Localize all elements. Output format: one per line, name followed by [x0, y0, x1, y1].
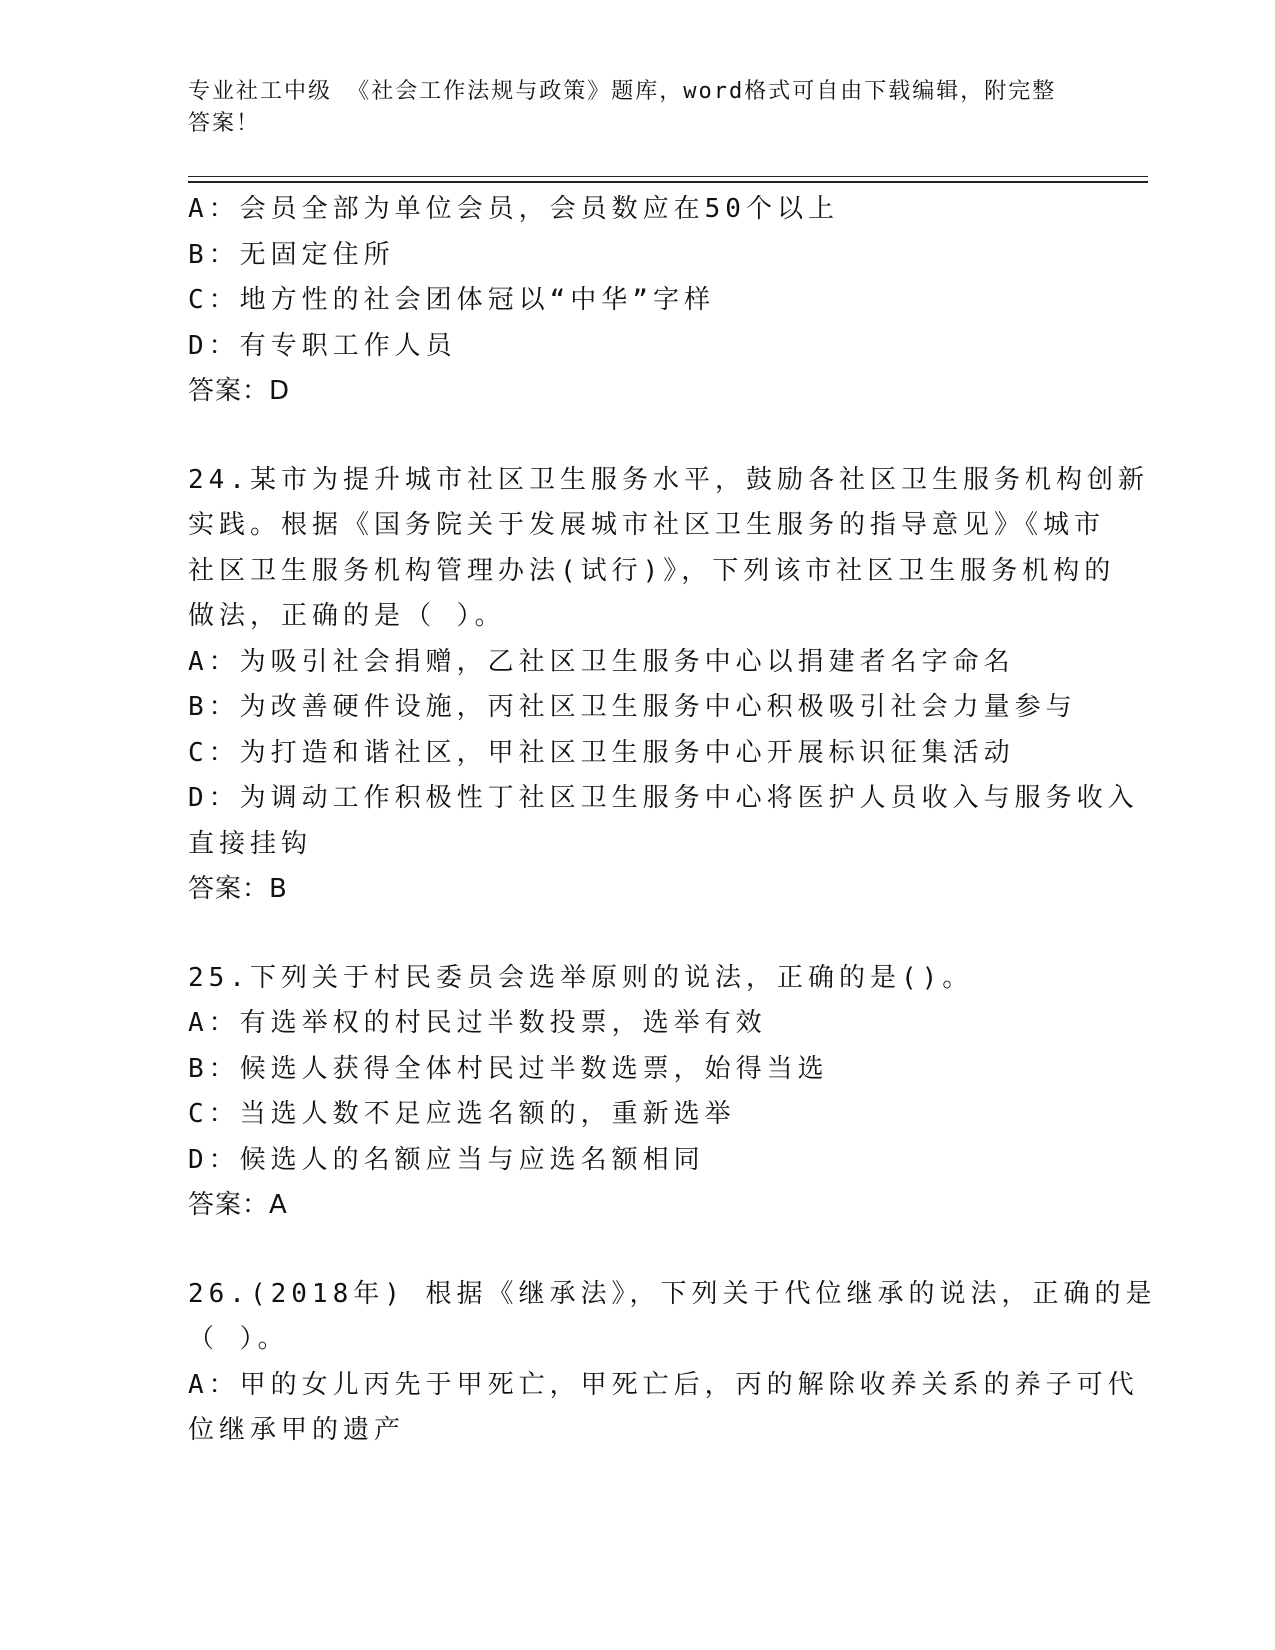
question-stem-line: 24.某市为提升城市社区卫生服务水平，鼓励各社区卫生服务机构创新 [188, 464, 1149, 495]
question-stem-line: 25.下列关于村民委员会选举原则的说法，正确的是()。 [188, 962, 974, 993]
question-spacer [188, 1229, 1088, 1272]
option-b: B：为改善硬件设施，丙社区卫生服务中心积极吸引社会力量参与 [188, 692, 1077, 722]
question-spacer [188, 415, 1088, 458]
option-d: D：有专职工作人员 [188, 330, 457, 361]
option-a: A：会员全部为单位会员，会员数应在50个以上 [188, 194, 839, 224]
option-c: C：地方性的社会团体冠以“中华”字样 [188, 285, 715, 315]
question-spacer [188, 913, 1088, 956]
question-stem-line: （ ）。 [188, 1324, 289, 1354]
option-b: B：候选人获得全体村民过半数选票，始得当选 [188, 1053, 829, 1084]
answer-line: 答案：D [188, 376, 291, 406]
question-list [188, 187, 1157, 1454]
header-title-line-2: 答案！ [188, 111, 261, 136]
option-c: C：当选人数不足应选名额的，重新选举 [188, 1099, 736, 1129]
option-d-continued: 直接挂钩 [188, 828, 313, 859]
answer-line: 答案：B [188, 874, 288, 904]
header-title-line-1: 专业社工中级 《社会工作法规与政策》题库，word格式可自由下载编辑，附完整 [188, 79, 1057, 104]
answer-line: 答案：A [188, 1190, 288, 1220]
option-a: A：甲的女儿丙先于甲死亡，甲死亡后，丙的解除收养关系的养子可代 [188, 1369, 1139, 1400]
option-d: D：为调动工作积极性丁社区卫生服务中心将医护人员收入与服务收入 [188, 783, 1139, 813]
header-divider-thin [188, 176, 1148, 177]
question-26 [188, 1272, 1157, 1454]
question-stem-line: 26.(2018年) 根据《继承法》，下列关于代位继承的说法，正确的是 [188, 1278, 1157, 1309]
header-divider-thick [188, 181, 1148, 183]
question-24 [188, 458, 1149, 913]
question-stem-line: 社区卫生服务机构管理办法(试行)》，下列该市社区卫生服务机构的 [188, 555, 1116, 586]
option-a: A：有选举权的村民过半数投票，选举有效 [188, 1008, 767, 1038]
option-a-continued: 位继承甲的遗产 [188, 1415, 406, 1445]
document-header [188, 76, 1088, 140]
option-d: D：候选人的名额应当与应选名额相同 [188, 1144, 705, 1175]
question-23 [188, 187, 1088, 415]
question-stem-line: 做法，正确的是（ ）。 [188, 601, 506, 631]
question-25 [188, 956, 1088, 1229]
option-b: B：无固定住所 [188, 239, 395, 270]
question-stem-line: 实践。根据《国务院关于发展城市社区卫生服务的指导意见》《城市 [188, 510, 1106, 540]
option-a: A：为吸引社会捐赠，乙社区卫生服务中心以捐建者名字命名 [188, 646, 1015, 677]
option-c: C：为打造和谐社区，甲社区卫生服务中心开展标识征集活动 [188, 737, 1015, 768]
